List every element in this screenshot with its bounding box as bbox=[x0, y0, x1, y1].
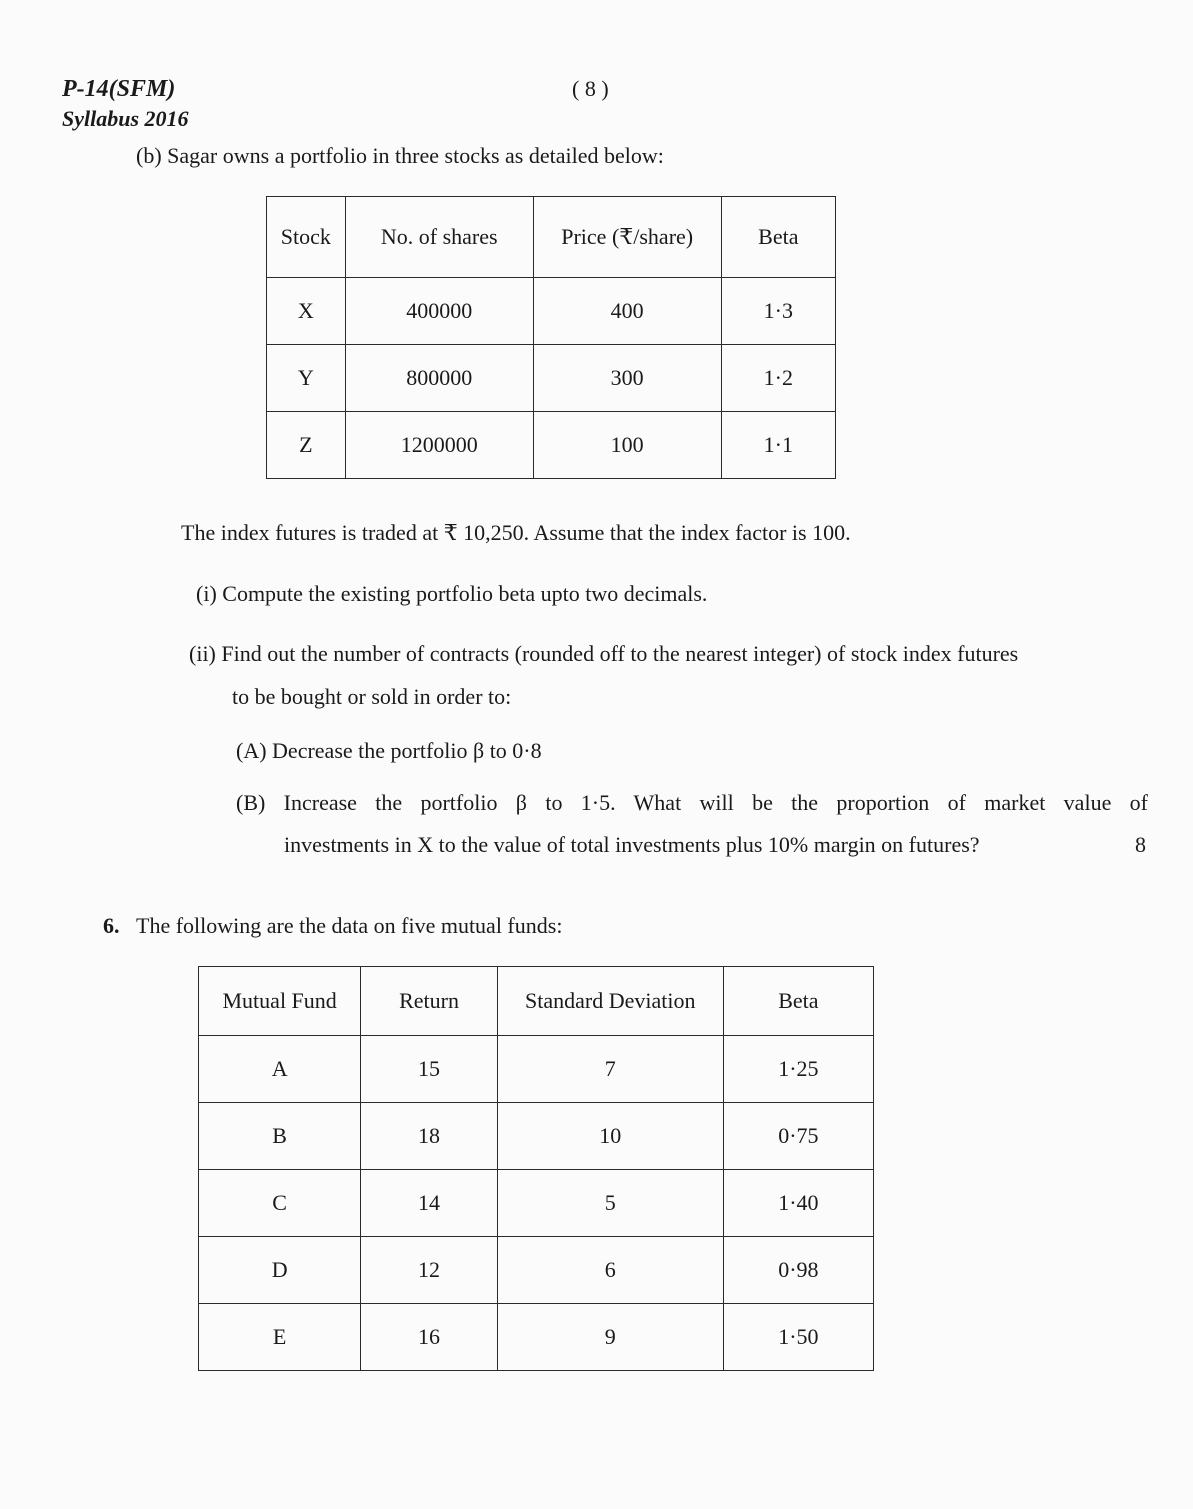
table-row bbox=[267, 278, 836, 345]
table-cell: 1·2 bbox=[721, 345, 835, 412]
table-cell: 0·98 bbox=[723, 1237, 873, 1304]
part-ii-line1: (ii) Find out the number of contracts (rounded off to the nearest integer) of stock index futures bbox=[189, 641, 1019, 666]
table-row bbox=[267, 345, 836, 412]
table-cell: 800000 bbox=[345, 345, 533, 412]
part-a: (A) Decrease the portfolio β to 0·8 bbox=[236, 738, 542, 763]
table-cell: 1·50 bbox=[723, 1304, 873, 1371]
q6-intro: The following are the data on five mutual funds: bbox=[136, 913, 563, 938]
table-row bbox=[199, 1103, 874, 1170]
table-cell: Z bbox=[267, 412, 346, 479]
table-row bbox=[267, 412, 836, 479]
stock-portfolio-table bbox=[266, 196, 836, 479]
table-header-row bbox=[267, 197, 836, 278]
paper-code: P-14(SFM) bbox=[62, 76, 176, 102]
q5b-intro: (b) Sagar owns a portfolio in three stocks as detailed below: bbox=[136, 143, 664, 168]
table-cell: X bbox=[267, 278, 346, 345]
q6-number: 6. bbox=[103, 913, 120, 938]
table-cell: 16 bbox=[361, 1304, 497, 1371]
header-cell: Price (₹/share) bbox=[533, 197, 721, 278]
header-cell: Beta bbox=[721, 197, 835, 278]
syllabus-label: Syllabus 2016 bbox=[62, 106, 189, 131]
table-cell: 7 bbox=[497, 1036, 723, 1103]
table-cell: 12 bbox=[361, 1237, 497, 1304]
table-cell: C bbox=[199, 1170, 361, 1237]
header-cell: Return bbox=[361, 967, 497, 1036]
table-cell: B bbox=[199, 1103, 361, 1170]
header-cell: Stock bbox=[267, 197, 346, 278]
table-row bbox=[199, 1304, 874, 1371]
table-header-row bbox=[199, 967, 874, 1036]
table-cell: 1200000 bbox=[345, 412, 533, 479]
part-b-line1: (B) Increase the portfolio β to 1·5. What will be the proportion of market value of bbox=[236, 790, 1148, 815]
table-cell: Y bbox=[267, 345, 346, 412]
table-cell: 400000 bbox=[345, 278, 533, 345]
table-row bbox=[199, 1170, 874, 1237]
part-ii-line2: to be bought or sold in order to: bbox=[232, 684, 512, 709]
table-cell: 10 bbox=[497, 1103, 723, 1170]
table-cell: 100 bbox=[533, 412, 721, 479]
table-cell: 5 bbox=[497, 1170, 723, 1237]
table-cell: D bbox=[199, 1237, 361, 1304]
table-cell: 6 bbox=[497, 1237, 723, 1304]
part-b-line2: investments in X to the value of total investments plus 10% margin on futures? bbox=[284, 832, 980, 857]
marks: 8 bbox=[1135, 832, 1146, 857]
header-cell: Beta bbox=[723, 967, 873, 1036]
part-i: (i) Compute the existing portfolio beta upto two decimals. bbox=[196, 581, 708, 606]
table-cell: 18 bbox=[361, 1103, 497, 1170]
table-row bbox=[199, 1237, 874, 1304]
table-cell: 1·1 bbox=[721, 412, 835, 479]
table-cell: E bbox=[199, 1304, 361, 1371]
header-cell: Mutual Fund bbox=[199, 967, 361, 1036]
table-cell: 15 bbox=[361, 1036, 497, 1103]
table-cell: 14 bbox=[361, 1170, 497, 1237]
table-cell: 1·25 bbox=[723, 1036, 873, 1103]
table-cell: 1·40 bbox=[723, 1170, 873, 1237]
table-row bbox=[199, 1036, 874, 1103]
header-cell: Standard Deviation bbox=[497, 967, 723, 1036]
table-cell: 400 bbox=[533, 278, 721, 345]
table-cell: 300 bbox=[533, 345, 721, 412]
table-cell: A bbox=[199, 1036, 361, 1103]
mutual-funds-table bbox=[198, 966, 874, 1371]
index-futures-note: The index futures is traded at ₹ 10,250. Assume that the index factor is 100. bbox=[181, 520, 851, 545]
table-cell: 0·75 bbox=[723, 1103, 873, 1170]
header-cell: No. of shares bbox=[345, 197, 533, 278]
page-number: ( 8 ) bbox=[572, 76, 609, 101]
table-cell: 1·3 bbox=[721, 278, 835, 345]
table-cell: 9 bbox=[497, 1304, 723, 1371]
